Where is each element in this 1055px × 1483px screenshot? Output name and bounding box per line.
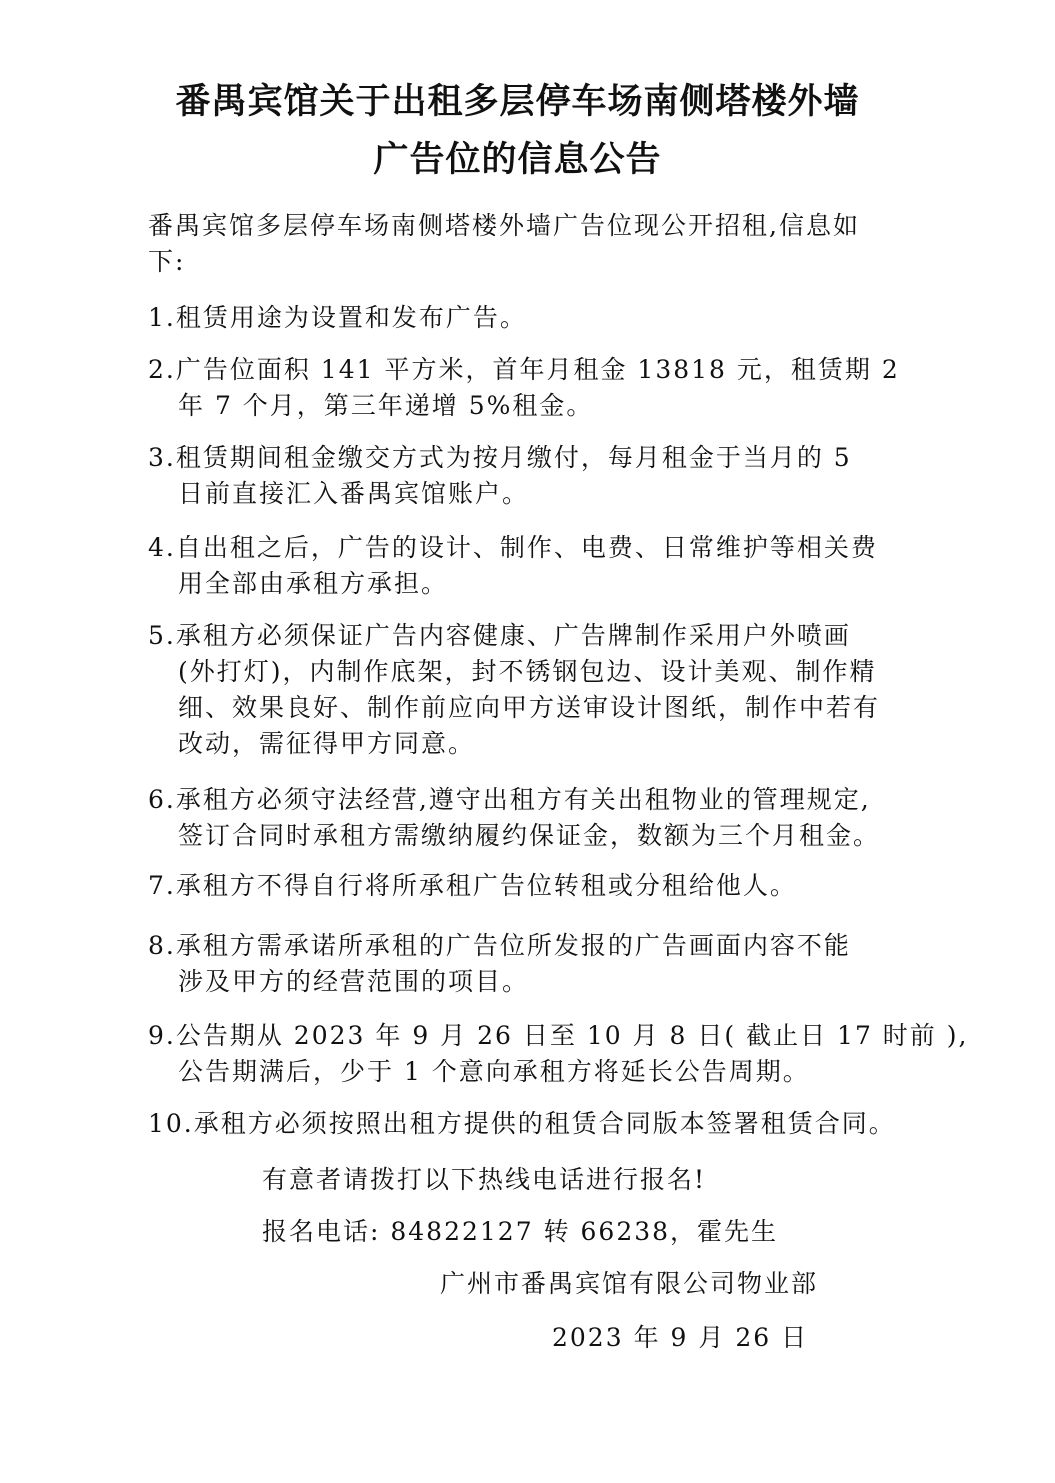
item-text-continued: 年 7 个月，第三年递增 5%租金。: [178, 391, 594, 420]
item-number: 9.: [148, 1021, 176, 1050]
item-number: 8.: [148, 931, 176, 960]
item-number: 4.: [148, 533, 176, 562]
list-item: [148, 1106, 896, 1142]
notice-title-line-2: 广告位的信息公告: [373, 140, 662, 180]
item-text-continued: 改动，需征得甲方同意。: [178, 729, 476, 758]
item-text: 公告期从 2023 年 9 月 26 日至 10 月 8 日( 截止日 17 时前 ),: [175, 1021, 969, 1050]
item-text: 承租方不得自行将所承租广告位转租或分租给他人。: [175, 871, 797, 900]
item-text-continued: 日前直接汇入番禺宾馆账户。: [178, 479, 530, 508]
item-text-continued: 用全部由承租方承担。: [178, 569, 449, 598]
item-number: 5.: [148, 621, 176, 650]
issuing-organization: 广州市番禺宾馆有限公司物业部: [440, 1269, 819, 1298]
issue-date: 2023 年 9 月 26 日: [552, 1323, 809, 1352]
item-number: 10.: [148, 1109, 194, 1138]
list-item: [148, 928, 851, 1000]
list-item: [148, 530, 878, 602]
contact-line: 报名电话: 84822127 转 66238，霍先生: [262, 1217, 779, 1246]
list-item: [148, 300, 527, 336]
item-text-continued: 涉及甲方的经营范围的项目。: [178, 967, 530, 996]
item-number: 2.: [148, 355, 176, 384]
item-text-continued: 细、效果良好、制作前应向甲方送审设计图纸，制作中若有: [178, 693, 881, 722]
item-text: 承租方必须按照出租方提供的租赁合同版本签署租赁合同。: [193, 1109, 896, 1138]
intro-line-2: 下:: [148, 247, 186, 276]
item-text-continued: 签订合同时承租方需缴纳履约保证金，数额为三个月租金。: [178, 821, 881, 850]
item-number: 6.: [148, 785, 176, 814]
item-text: 承租方必须守法经营,遵守出租方有关出租物业的管理规定,: [175, 785, 871, 814]
item-text: 广告位面积 141 平方米，首年月租金 13818 元，租赁期 2: [175, 355, 900, 384]
item-number: 1.: [148, 303, 176, 332]
list-item: [148, 868, 797, 904]
notice-title-line-1: 番禺宾馆关于出租多层停车场南侧塔楼外墙: [175, 82, 860, 122]
item-number: 7.: [148, 871, 176, 900]
item-text: 承租方必须保证广告内容健康、广告牌制作采用户外喷画: [175, 621, 851, 650]
item-text: 承租方需承诺所承租的广告位所发报的广告画面内容不能: [175, 931, 851, 960]
item-text: 自出租之后，广告的设计、制作、电费、日常维护等相关费: [175, 533, 878, 562]
list-item: [148, 618, 880, 762]
intro-paragraph: [148, 208, 860, 280]
item-text-continued: (外打灯)，内制作底架，封不锈钢包边、设计美观、制作精: [178, 657, 877, 686]
list-item: [148, 1018, 968, 1090]
item-text-continued: 公告期满后，少于 1 个意向承租方将延长公告周期。: [178, 1057, 810, 1086]
intro-line-1: 番禺宾馆多层停车场南侧塔楼外墙广告位现公开招租,信息如: [148, 211, 860, 240]
call-to-action: 有意者请拨打以下热线电话进行报名!: [262, 1165, 707, 1194]
list-item: [148, 440, 852, 512]
item-number: 3.: [148, 443, 176, 472]
list-item: [148, 782, 880, 854]
item-text: 租赁期间租金缴交方式为按月缴付，每月租金于当月的 5: [175, 443, 852, 472]
item-text: 租赁用途为设置和发布广告。: [175, 303, 527, 332]
list-item: [148, 352, 900, 424]
